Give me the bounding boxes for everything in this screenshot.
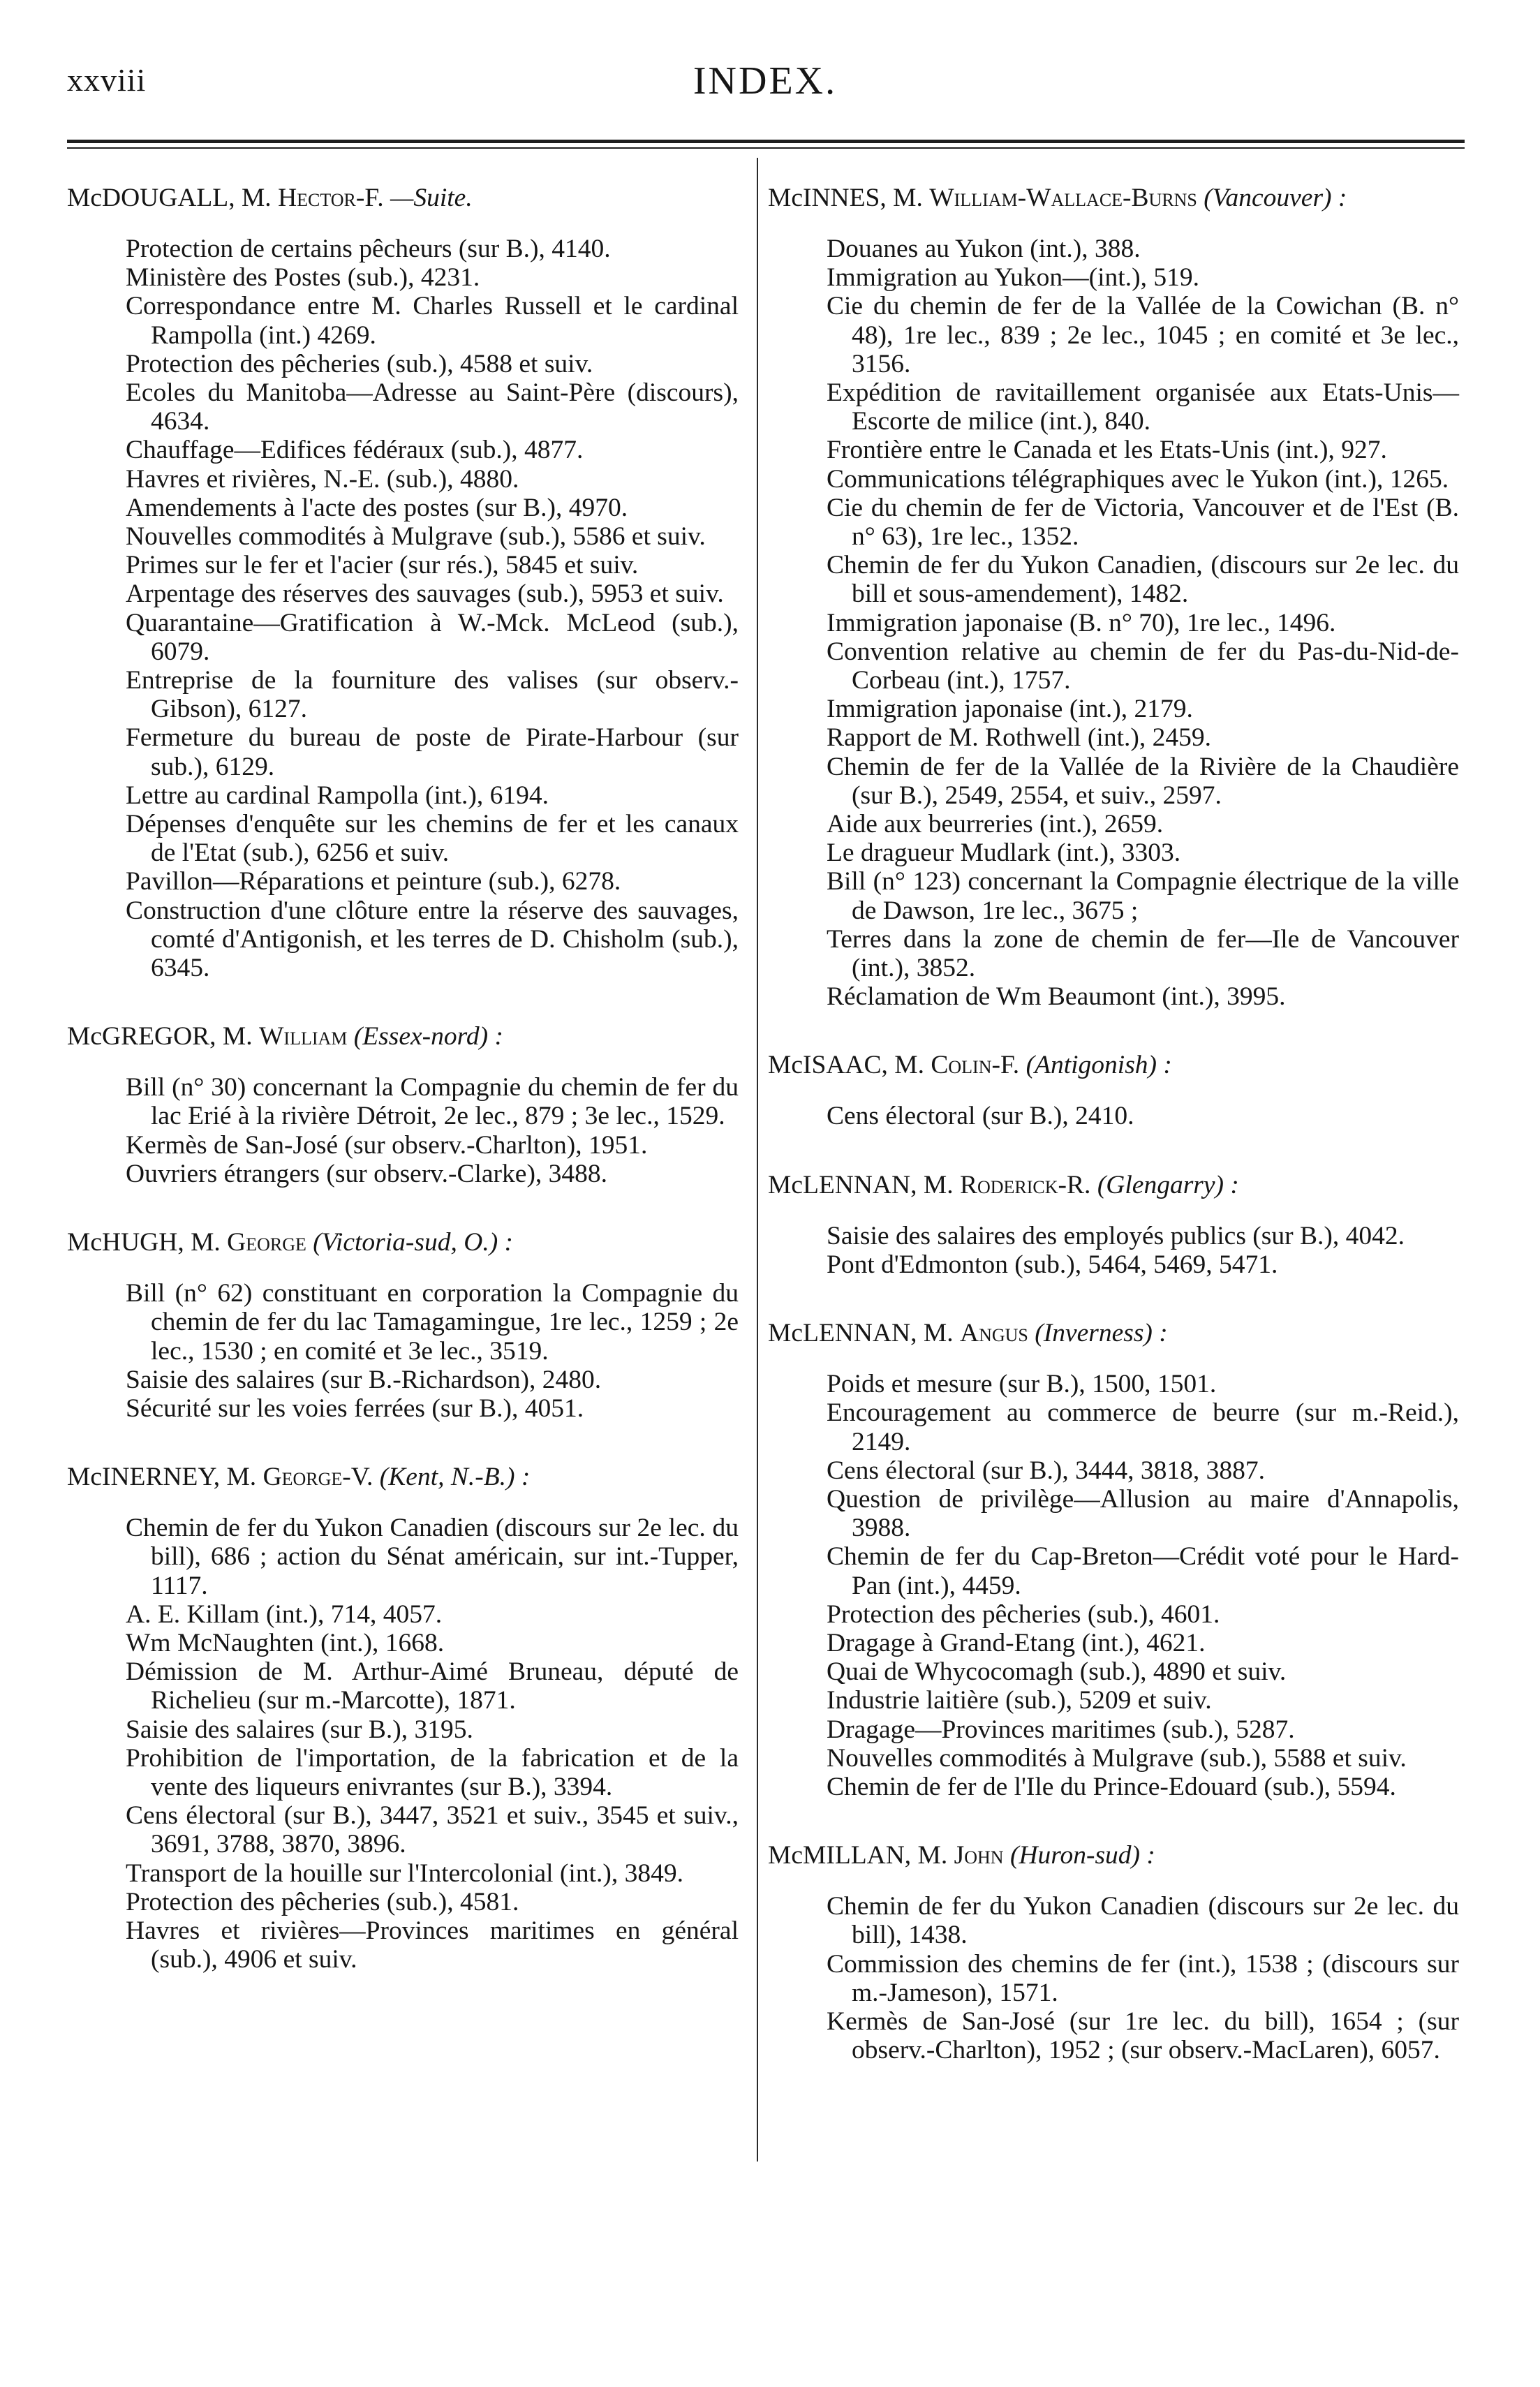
index-entry	[768, 183, 1459, 1011]
member-riding: —Suite.	[390, 184, 473, 212]
index-entry	[768, 1050, 1459, 1130]
member-surname: McLENNAN	[768, 1319, 911, 1348]
entry-items	[67, 1073, 739, 1188]
index-item: Immigration japonaise (int.), 2179.	[827, 695, 1193, 724]
entry-items	[67, 235, 739, 982]
index-item: Pavillon—Réparations et peinture (sub.), 6278.	[126, 867, 621, 896]
index-item: Dragage—Provinces maritimes (sub.), 5287.	[827, 1715, 1295, 1744]
index-item: Immigration au Yukon—(int.), 519.	[827, 263, 1199, 293]
member-given-name: Colin-F.	[931, 1051, 1020, 1080]
index-item: Cens électoral (sur B.), 3444, 3818, 3887.	[827, 1456, 1266, 1485]
member-given-name: William-Wallace-Burns	[929, 184, 1197, 212]
index-item: Protection des pêcheries (sub.), 4588 et suiv.	[126, 349, 593, 378]
index-entry	[768, 1318, 1459, 1801]
column-divider	[757, 158, 758, 2161]
index-item: Ouvriers étrangers (sur observ.-Clarke), 3488.	[126, 1159, 608, 1188]
index-item: Chemin de fer de la Vallée de la Rivière de la Chaudière (sur B.), 2549, 2554, et suiv., 2597.	[827, 752, 1459, 810]
member-name: McLENNAN, M. Roderick-R. (Glengarry) :	[768, 1170, 1239, 1199]
index-item: Douanes au Yukon (int.), 388.	[827, 235, 1141, 263]
index-item: Nouvelles commodités à Mulgrave (sub.), 5588 et suiv.	[827, 1743, 1407, 1773]
member-name: McGREGOR, M. William (Essex-nord) :	[67, 1022, 503, 1051]
member-name: McHUGH, M. George (Victoria-sud, O.) :	[67, 1228, 514, 1257]
member-riding: (Antigonish) :	[1026, 1051, 1172, 1080]
member-riding: (Vancouver) :	[1204, 184, 1347, 212]
member-title: M.	[226, 1463, 257, 1492]
index-item: Cie du chemin de fer de la Vallée de la Cowichan (B. n° 48), 1re lec., 839 ; 2e lec., 1045 ; en comité et 3e lec., 3156.	[827, 292, 1459, 378]
entry-items	[768, 1370, 1459, 1801]
index-item: Cens électoral (sur B.), 2410.	[827, 1102, 1134, 1131]
index-item: Dépenses d'enquête sur les chemins de fer et les canaux de l'Etat (sub.), 6256 et suiv.	[126, 810, 739, 868]
member-name: McISAAC, M. Colin-F. (Antigonish) :	[768, 1051, 1172, 1080]
member-title: M.	[894, 1051, 924, 1080]
index-item: Lettre au cardinal Rampolla (int.), 6194.	[126, 781, 549, 810]
index-item: Saisie des salaires (sur B.), 3195.	[126, 1715, 473, 1744]
member-given-name: Angus	[959, 1319, 1028, 1348]
index-item: Chemin de fer du Yukon Canadien, (discours sur 2e lec. du bill et sous-amendement), 1482.	[827, 551, 1459, 609]
index-item: Chemin de fer du Cap-Breton—Crédit voté pour le Hard-Pan (int.), 4459.	[827, 1542, 1459, 1600]
index-item: Question de privilège—Allusion au maire d'Annapolis, 3988.	[827, 1484, 1459, 1543]
member-given-name: John	[954, 1841, 1004, 1870]
member-name: McDOUGALL, M. Hector-F. —Suite.	[67, 184, 473, 212]
index-item: A. E. Killam (int.), 714, 4057.	[126, 1599, 443, 1629]
member-surname: McINNES	[768, 184, 880, 212]
index-item: Transport de la houille sur l'Intercolonial (int.), 3849.	[126, 1858, 683, 1888]
index-entry	[67, 183, 739, 982]
member-riding: (Huron-sud) :	[1009, 1841, 1155, 1870]
member-surname: McMILLAN	[768, 1841, 905, 1870]
member-surname: McDOUGALL	[67, 184, 229, 212]
member-riding: (Victoria-sud, O.) :	[313, 1228, 514, 1257]
index-item: Ministère des Postes (sub.), 4231.	[126, 263, 480, 293]
member-title: M.	[222, 1022, 253, 1051]
index-item: Industrie laitière (sub.), 5209 et suiv.	[827, 1686, 1212, 1715]
member-surname: McLENNAN	[768, 1170, 911, 1199]
member-given-name: George	[227, 1228, 306, 1257]
member-riding: (Glengarry) :	[1097, 1170, 1239, 1199]
index-item: Pont d'Edmonton (sub.), 5464, 5469, 5471.	[827, 1250, 1278, 1279]
index-item: Convention relative au chemin de fer du Pas-du-Nid-de-Corbeau (int.), 1757.	[827, 637, 1459, 695]
entry-items	[768, 1892, 1459, 2064]
member-title: M.	[923, 1170, 954, 1199]
index-item: Chemin de fer du Yukon Canadien (discours sur 2e lec. du bill), 686 ; action du Sénat américain, sur int.-Tupper, 1117.	[126, 1514, 739, 1600]
running-title: INDEX.	[693, 59, 838, 103]
member-surname: McHUGH	[67, 1228, 178, 1257]
member-given-name: Roderick-R.	[959, 1170, 1091, 1199]
index-item: Kermès de San-José (sur 1re lec. du bill), 1654 ; (sur observ.-Charlton), 1952 ; (sur observ.-MacLaren), 6057.	[827, 2007, 1459, 2065]
member-riding: (Essex-nord) :	[353, 1022, 503, 1051]
page-number: xxviii	[67, 62, 147, 98]
entry-items	[768, 1102, 1459, 1130]
index-item: Le dragueur Mudlark (int.), 3303.	[827, 838, 1181, 868]
index-item: Commission des chemins de fer (int.), 1538 ; (discours sur m.-Jameson), 1571.	[827, 1949, 1459, 2007]
member-surname: McISAAC	[768, 1051, 882, 1080]
index-item: Arpentage des réserves des sauvages (sub.), 5953 et suiv.	[126, 579, 724, 609]
index-item: Sécurité sur les voies ferrées (sur B.), 4051.	[126, 1394, 584, 1423]
index-item: Frontière entre le Canada et les Etats-Unis (int.), 927.	[827, 436, 1387, 465]
index-item: Kermès de San-José (sur observ.-Charlton), 1951.	[126, 1130, 648, 1160]
entry-items	[768, 235, 1459, 1011]
index-item: Construction d'une clôture entre la réserve des sauvages, comté d'Antigonish, et les terres de D. Chisholm (sub.), 6345.	[126, 896, 739, 983]
header-rule	[67, 140, 1465, 143]
entry-items	[768, 1222, 1459, 1279]
right-column	[768, 183, 1459, 2104]
index-item: Protection de certains pêcheurs (sur B.), 4140.	[126, 235, 611, 263]
index-item: Dragage à Grand-Etang (int.), 4621.	[827, 1628, 1206, 1657]
index-item: Bill (n° 123) concernant la Compagnie électrique de la ville de Dawson, 1re lec., 3675 ;	[827, 867, 1459, 925]
index-item: Démission de M. Arthur-Aimé Bruneau, député de Richelieu (sur m.-Marcotte), 1871.	[126, 1657, 739, 1715]
index-item: Protection des pêcheries (sub.), 4581.	[126, 1887, 519, 1916]
index-item: Entreprise de la fourniture des valises (sur observ.-Gibson), 6127.	[126, 666, 739, 724]
index-item: Cie du chemin de fer de Victoria, Vancouver et de l'Est (B. n° 63), 1re lec., 1352.	[827, 493, 1459, 552]
member-surname: McGREGOR	[67, 1022, 210, 1051]
index-item: Terres dans la zone de chemin de fer—Ile de Vancouver (int.), 3852.	[827, 924, 1459, 983]
header-rule-thin	[67, 147, 1465, 149]
index-item: Saisie des salaires (sur B.-Richardson), 2480.	[126, 1365, 602, 1394]
member-name: McINNES, M. William-Wallace-Burns (Vancouver) :	[768, 184, 1347, 212]
member-surname: McINERNEY	[67, 1463, 214, 1492]
left-column	[67, 183, 739, 2013]
member-name: McLENNAN, M. Angus (Inverness) :	[768, 1319, 1168, 1348]
index-item: Aide aux beurreries (int.), 2659.	[827, 810, 1164, 839]
index-item: Saisie des salaires des employés publics (sur B.), 4042.	[827, 1221, 1405, 1250]
member-title: M.	[191, 1228, 221, 1257]
index-entry	[768, 1840, 1459, 2064]
entry-items	[67, 1279, 739, 1423]
index-item: Rapport de M. Rothwell (int.), 2459.	[827, 723, 1211, 753]
page-header	[67, 61, 1463, 117]
index-entry	[67, 1462, 739, 1974]
index-item: Primes sur le fer et l'acier (sur rés.), 5845 et suiv.	[126, 551, 639, 580]
index-item: Chauffage—Edifices fédéraux (sub.), 4877.	[126, 436, 584, 465]
index-item: Bill (n° 30) concernant la Compagnie du chemin de fer du lac Erié à la rivière Détroit, 2e lec., 879 ; 3e lec., 1529.	[126, 1073, 739, 1131]
index-item: Réclamation de Wm Beaumont (int.), 3995.	[827, 982, 1286, 1012]
index-item: Bill (n° 62) constituant en corporation la Compagnie du chemin de fer du lac Tamagamingue, 1re lec., 1259 ; 2e lec., 1530 ; en comité et 3e lec., 3519.	[126, 1279, 739, 1366]
index-item: Expédition de ravitaillement organisée aux Etats-Unis—Escorte de milice (int.), 840.	[827, 378, 1459, 436]
index-item: Quai de Whycocomagh (sub.), 4890 et suiv.	[827, 1657, 1287, 1687]
index-item: Immigration japonaise (B. n° 70), 1re lec., 1496.	[827, 608, 1336, 637]
member-name: McMILLAN, M. John (Huron-sud) :	[768, 1841, 1155, 1870]
index-item: Chemin de fer du Yukon Canadien (discours sur 2e lec. du bill), 1438.	[827, 1892, 1459, 1950]
member-title: M.	[917, 1841, 948, 1870]
index-item: Encouragement au commerce de beurre (sur m.-Reid.), 2149.	[827, 1398, 1459, 1456]
member-given-name: William	[259, 1022, 348, 1051]
index-item: Correspondance entre M. Charles Russell et le cardinal Rampolla (int.) 4269.	[126, 292, 739, 350]
index-entry	[768, 1170, 1459, 1279]
member-riding: (Kent, N.-B.) :	[379, 1463, 531, 1492]
index-item: Chemin de fer de l'Ile du Prince-Edouard (sub.), 5594.	[827, 1772, 1396, 1801]
index-item: Prohibition de l'importation, de la fabrication et de la vente des liqueurs enivrantes (sur B.), 3394.	[126, 1743, 739, 1801]
member-title: M.	[893, 184, 923, 212]
index-item: Nouvelles commodités à Mulgrave (sub.), 5586 et suiv.	[126, 522, 706, 552]
index-entry	[67, 1227, 739, 1423]
member-name: McINERNEY, M. George-V. (Kent, N.-B.) :	[67, 1463, 531, 1492]
index-item: Havres et rivières—Provinces maritimes en général (sub.), 4906 et suiv.	[126, 1916, 739, 1974]
index-item: Fermeture du bureau de poste de Pirate-Harbour (sur sub.), 6129.	[126, 723, 739, 781]
member-riding: (Inverness) :	[1035, 1319, 1168, 1348]
index-item: Amendements à l'acte des postes (sur B.), 4970.	[126, 493, 628, 522]
member-given-name: Hector-F.	[278, 184, 384, 212]
member-title: M.	[241, 184, 272, 212]
index-entry	[67, 1021, 739, 1188]
index-item: Havres et rivières, N.-E. (sub.), 4880.	[126, 464, 519, 494]
entry-items	[67, 1514, 739, 1974]
index-item: Protection des pêcheries (sub.), 4601.	[827, 1599, 1220, 1629]
index-item: Wm McNaughten (int.), 1668.	[126, 1628, 445, 1657]
member-title: M.	[923, 1319, 954, 1348]
index-item: Poids et mesure (sur B.), 1500, 1501.	[827, 1370, 1217, 1399]
index-item: Communications télégraphiques avec le Yukon (int.), 1265.	[827, 464, 1449, 494]
member-given-name: George-V.	[262, 1463, 373, 1492]
index-item: Ecoles du Manitoba—Adresse au Saint-Père (discours), 4634.	[126, 378, 739, 436]
index-item: Quarantaine—Gratification à W.-Mck. McLeod (sub.), 6079.	[126, 608, 739, 666]
index-item: Cens électoral (sur B.), 3447, 3521 et suiv., 3545 et suiv., 3691, 3788, 3870, 3896.	[126, 1801, 739, 1859]
